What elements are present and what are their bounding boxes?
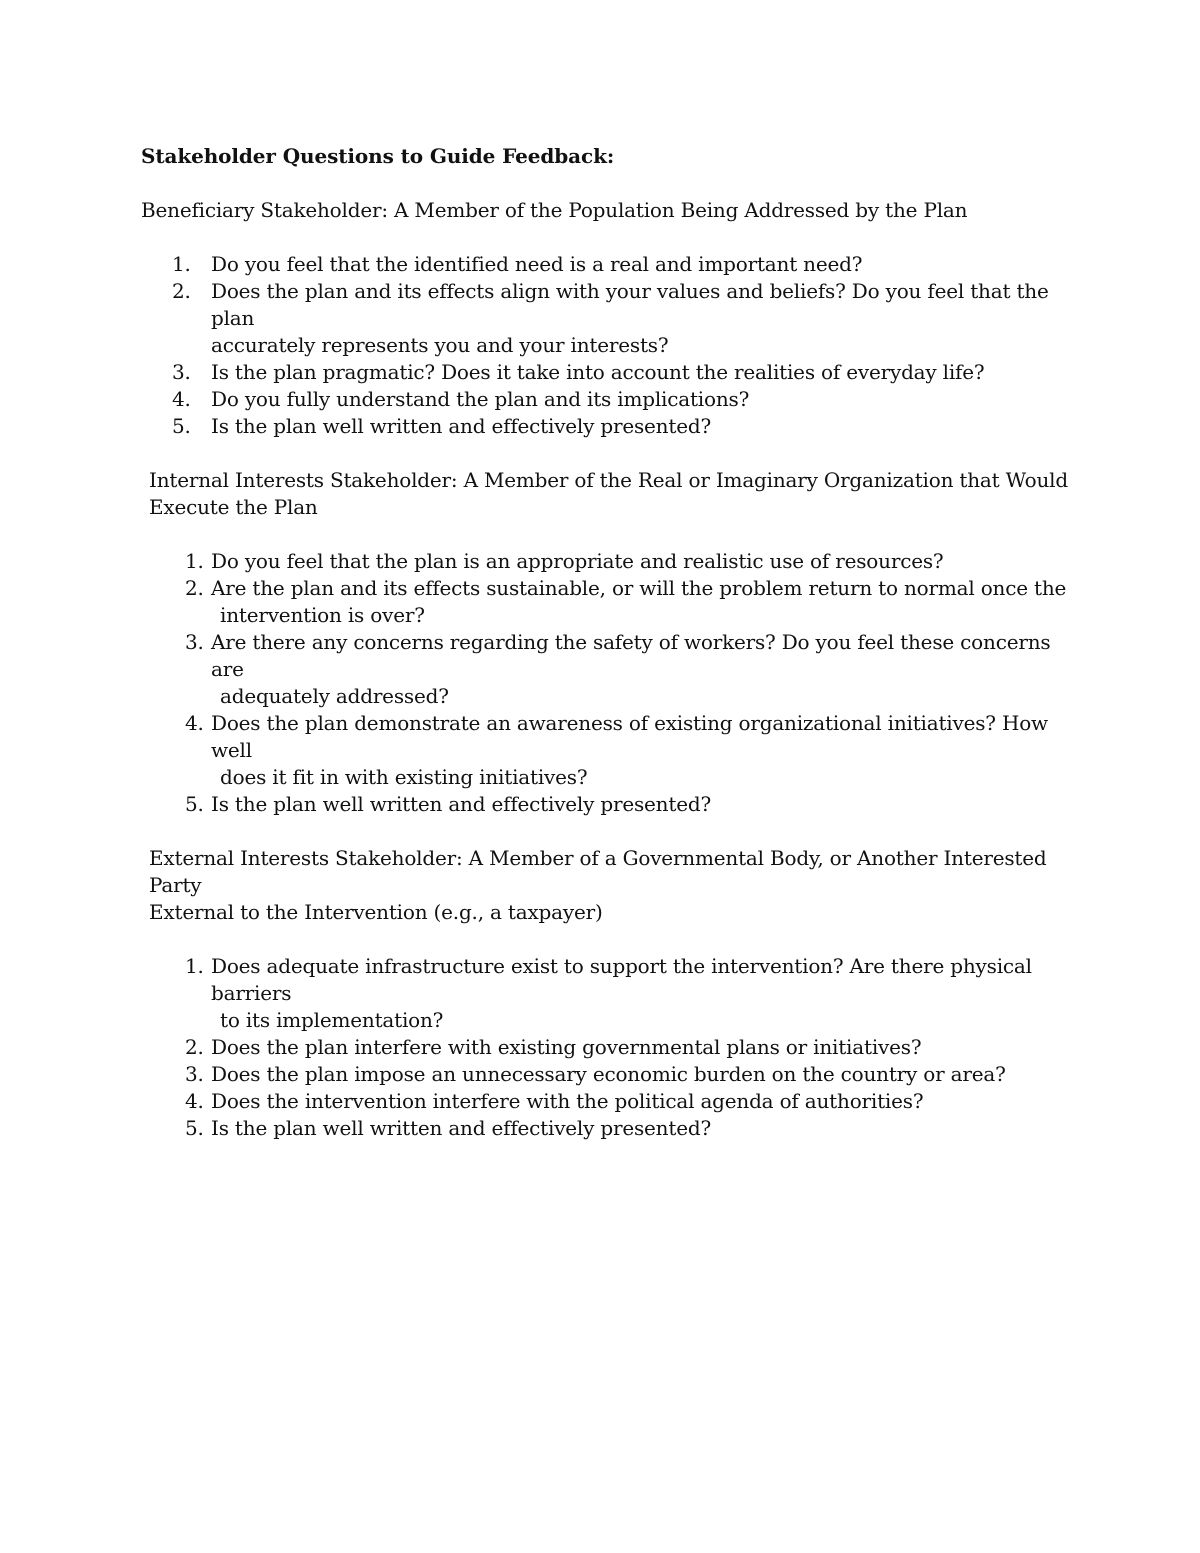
- question-item: [141, 278, 1071, 359]
- question-number: 2.: [185, 576, 204, 600]
- question-item: [141, 1088, 1071, 1115]
- document-title: Stakeholder Questions to Guide Feedback:: [141, 144, 615, 168]
- question-number: 1.: [172, 252, 191, 276]
- question-list-beneficiary: [141, 251, 1071, 440]
- question-number: 4.: [185, 1089, 204, 1113]
- section-heading-internal: [141, 467, 1071, 521]
- section-heading-line: Execute the Plan: [149, 495, 318, 519]
- question-item: [141, 710, 1071, 791]
- question-text-continued: intervention is over?: [220, 603, 425, 627]
- question-number: 5.: [185, 792, 204, 816]
- question-text: Is the plan well written and effectively presented?: [211, 1116, 711, 1140]
- question-text-continued: does it fit in with existing initiatives?: [220, 765, 588, 789]
- question-text-continued: accurately represents you and your interests?: [211, 333, 669, 357]
- question-text: Are there any concerns regarding the safety of workers? Do you feel these concerns are: [211, 630, 1051, 681]
- question-text: Are the plan and its effects sustainable, or will the problem return to normal once the: [211, 576, 1067, 600]
- question-text: Does the plan interfere with existing governmental plans or initiatives?: [211, 1035, 922, 1059]
- question-text: Is the plan well written and effectively presented?: [211, 792, 711, 816]
- question-item: [141, 548, 1071, 575]
- question-number: 1.: [185, 954, 204, 978]
- question-item: [141, 1034, 1071, 1061]
- question-text: Does the plan impose an unnecessary economic burden on the country or area?: [211, 1062, 1006, 1086]
- question-text: Do you fully understand the plan and its implications?: [211, 387, 750, 411]
- question-number: 5.: [185, 1116, 204, 1140]
- question-item: [141, 386, 1071, 413]
- question-item: [141, 629, 1071, 710]
- question-text-continued: adequately addressed?: [220, 684, 449, 708]
- question-item: [141, 953, 1071, 1034]
- question-number: 3.: [185, 1062, 204, 1086]
- question-text-continued: to its implementation?: [220, 1008, 444, 1032]
- question-item: [141, 1115, 1071, 1142]
- question-item: [141, 359, 1071, 386]
- question-text: Does the plan and its effects align with your values and beliefs? Do you feel that the plan: [211, 279, 1049, 330]
- question-number: 3.: [185, 630, 204, 654]
- question-text: Does the intervention interfere with the political agenda of authorities?: [211, 1089, 924, 1113]
- question-text: Do you feel that the plan is an appropriate and realistic use of resources?: [211, 549, 944, 573]
- section-heading-line: Internal Interests Stakeholder: A Member of the Real or Imaginary Organization that Would: [149, 468, 1068, 492]
- question-text: Does adequate infrastructure exist to support the intervention? Are there physical barriers: [211, 954, 1032, 1005]
- question-text: Is the plan pragmatic? Does it take into account the realities of everyday life?: [211, 360, 985, 384]
- question-number: 4.: [185, 711, 204, 735]
- question-text: Do you feel that the identified need is a real and important need?: [211, 252, 863, 276]
- question-list-internal: [141, 548, 1071, 818]
- question-number: 3.: [172, 360, 191, 384]
- question-list-external: [141, 953, 1071, 1142]
- question-item: [141, 413, 1071, 440]
- question-item: [141, 1061, 1071, 1088]
- question-number: 2.: [185, 1035, 204, 1059]
- question-text: Is the plan well written and effectively presented?: [211, 414, 711, 438]
- question-item: [141, 251, 1071, 278]
- question-item: [141, 791, 1071, 818]
- question-text: Does the plan demonstrate an awareness of existing organizational initiatives? How well: [211, 711, 1048, 762]
- section-heading-beneficiary: Beneficiary Stakeholder: A Member of the Population Being Addressed by the Plan: [141, 198, 968, 222]
- section-heading-line: External Interests Stakeholder: A Member of a Governmental Body, or Another Interested Party: [149, 846, 1047, 897]
- section-heading-line: External to the Intervention (e.g., a taxpayer): [149, 900, 603, 924]
- section-heading-external: [141, 845, 1071, 926]
- question-number: 5.: [172, 414, 191, 438]
- question-number: 1.: [185, 549, 204, 573]
- question-number: 2.: [172, 279, 191, 303]
- question-item: [141, 575, 1071, 629]
- document-content: [141, 143, 1071, 1169]
- question-number: 4.: [172, 387, 191, 411]
